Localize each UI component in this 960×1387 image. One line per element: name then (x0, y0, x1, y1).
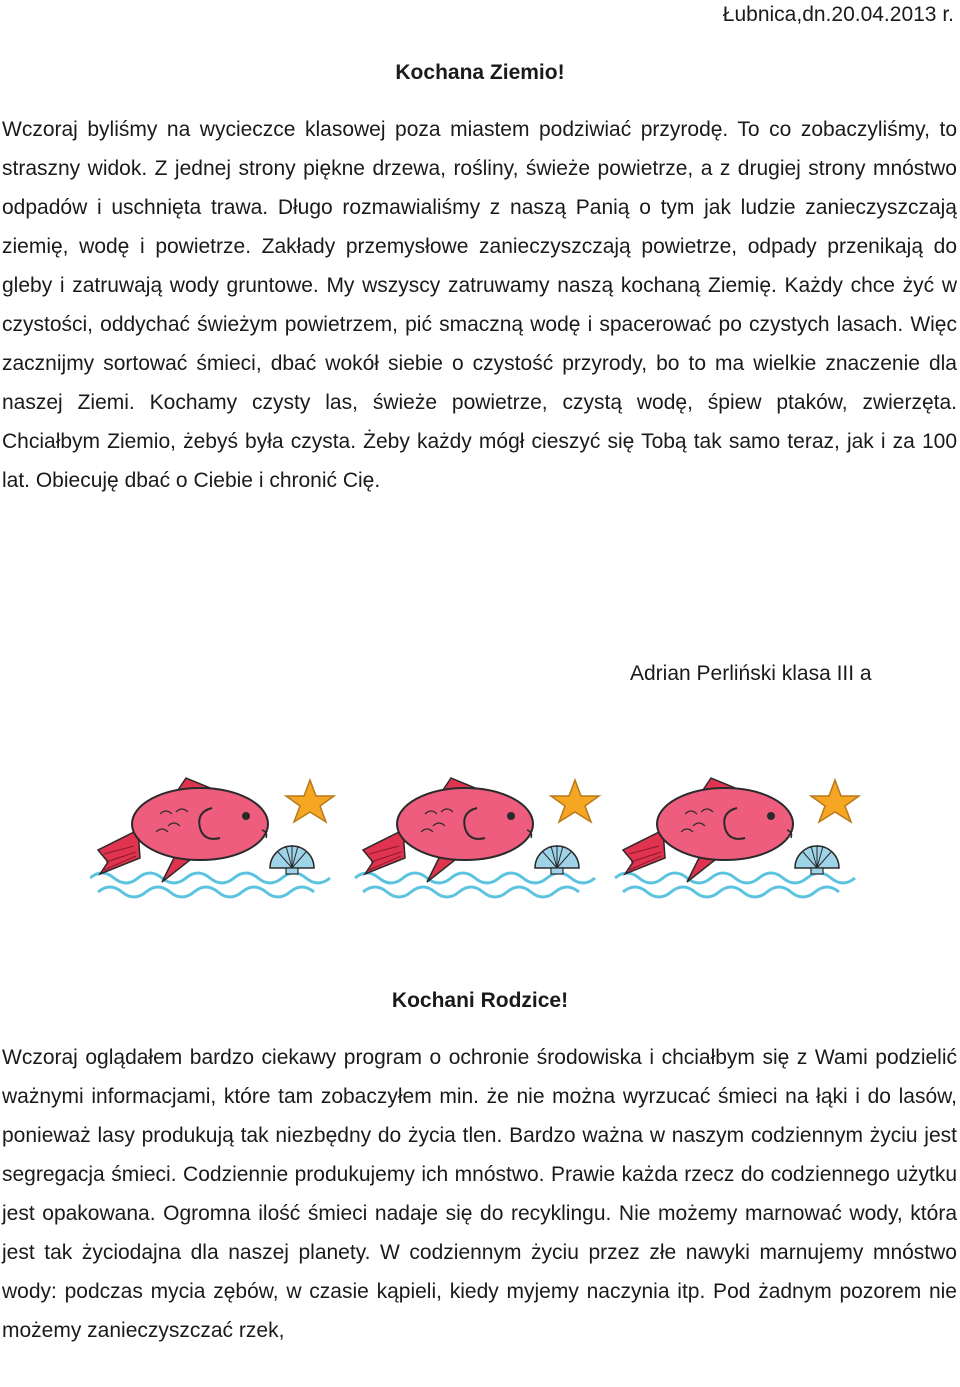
fish-border-illustration (90, 760, 870, 910)
fish-motif-2 (355, 778, 599, 897)
letter-greeting-parents: Kochani Rodzice! (391, 989, 569, 1012)
letter-body-earth: Wczoraj byliśmy na wycieczce klasowej poza miastem podziwiać przyrodę. To co zobaczyliśmy, to straszny widok. Z jednej strony piękne drzewa, rośliny, świeże powietrze, a z drugiej strony mnóstwo odpadów i uschnięta trawa. Długo rozmawialiśmy z naszą Panią o tym jak ludzie zanieczyszczają ziemię, wodę i powietrze. Zakłady przemysłowe zanieczyszczają powietrze, odpady przenikają do gleby i zatruwają wody gruntowe. My wszyscy zatruwamy naszą kochaną Ziemię. Każdy chce żyć w czystości, oddychać świeżym powietrzem, pić smaczną wodę i spacerować po czystych lasach. Więc zacznijmy sortować śmieci, dbać wokół siebie o czystość przyrody, bo to ma wielkie znaczenie dla naszej Ziemi. Kochamy czysty las, świeże powietrze, czystą wodę, śpiew ptaków, zwierzęta. Chciałbym Ziemio, żebyś była czysta. Żeby każdy mógł cieszyć się Tobą tak samo teraz, jak i za 100 lat. Obiecuję dbać o Ciebie i chronić Cię. (2, 118, 957, 492)
letter-body-parents: Wczoraj oglądałem bardzo ciekawy program o ochronie środowiska i chciałbym się z Wami podzielić ważnymi informacjami, które tam zobaczyłem min. że nie można wyrzucać śmieci na łąki i do lasów, ponieważ lasy produkują tak niezbędny do życia tlen. Bardzo ważna w naszym codziennym życiu jest segregacja śmieci. Codziennie produkujemy ich mnóstwo. Prawie każda rzecz do codziennego użytku jest opakowana. Ogromna ilość śmieci nadaje się do recyklingu. Nie możemy marnować wody, która jest tak życiodajna dla naszej planety. W codziennym życiu przez złe nawyki marnujemy mnóstwo wody: podczas mycia zębów, w czasie kąpieli, kiedy myjemy naczynia itp. Pod żadnym pozorem nie możemy zanieczyszczać rzek, (2, 1046, 957, 1342)
letter-greeting-earth: Kochana Ziemio! (395, 61, 565, 84)
letter-signature: Adrian Perliński klasa III a (630, 662, 872, 685)
fish-motif-3 (615, 778, 859, 897)
fish-motif-1 (90, 778, 334, 897)
letter-date: Łubnica,dn.20.04.2013 r. (722, 3, 954, 26)
